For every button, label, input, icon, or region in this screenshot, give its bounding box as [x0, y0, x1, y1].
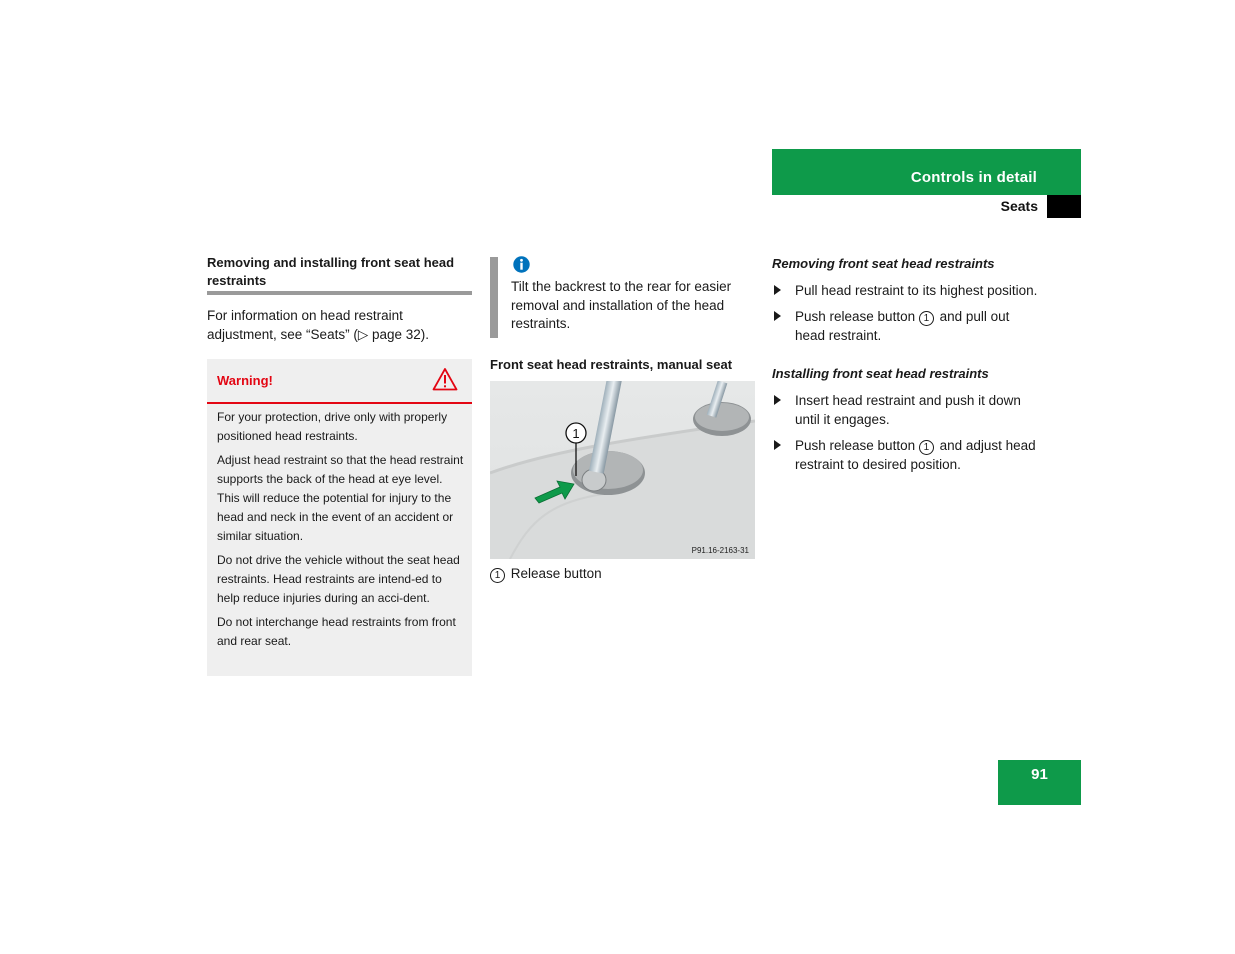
warning-paragraph: Do not drive the vehicle without the seat head restraints. Head restraints are intend-ed to help reduce injuries during an acci-dent.	[217, 553, 460, 605]
head-restraint-illustration	[490, 381, 755, 559]
warning-paragraph: Adjust head restraint so that the head restraint supports the back of the head at eye level. This will reduce the potential for injury to the head and neck in the event of an accident or similar situation.	[217, 453, 464, 543]
info-text: Tilt the backrest to the rear for easier removal and installation of the head restraints.	[511, 279, 732, 331]
procedure-step	[772, 281, 1042, 300]
figure-heading: Front seat head restraints, manual seat	[490, 357, 733, 372]
subsection-title: Seats	[1000, 198, 1038, 214]
warning-title: Warning!	[217, 373, 273, 388]
callout-number: 1	[919, 440, 934, 455]
procedure-column	[772, 254, 1042, 481]
page-number: 91	[1031, 766, 1048, 783]
bullet-arrow-icon	[774, 285, 781, 295]
caption-text: Release button	[510, 566, 602, 581]
step-text: and adjust head restraint to desired position.	[795, 438, 1036, 472]
step-text: Insert head restraint and push it down until it engages.	[795, 393, 1021, 427]
callout-number: 1	[490, 568, 505, 583]
installing-heading: Installing front seat head restraints	[772, 366, 989, 381]
step-text: Push release button	[795, 309, 919, 324]
removing-heading: Removing front seat head restraints	[772, 256, 995, 271]
warning-paragraph: For your protection, drive only with properly positioned head restraints.	[217, 410, 448, 443]
step-text: Push release button	[795, 438, 919, 453]
heading-underline	[207, 291, 472, 295]
column1-paragraph: For information on head restraint adjustment, see “Seats” (▷ page 32).	[207, 308, 429, 342]
subsection-marker	[1047, 195, 1081, 218]
callout-number: 1	[919, 311, 934, 326]
figure-code: P91.16-2163-31	[691, 546, 749, 555]
section-header-bar	[772, 149, 1081, 195]
step-text: and pull out head restraint.	[795, 309, 1010, 343]
info-icon	[513, 256, 530, 273]
warning-body	[217, 408, 467, 656]
page-number-tab	[998, 760, 1081, 805]
info-sidebar	[490, 257, 498, 338]
warning-divider	[207, 402, 472, 404]
procedure-step	[772, 436, 1042, 474]
section-title: Controls in detail	[910, 169, 1037, 186]
warning-triangle-icon	[432, 367, 458, 391]
figure-caption	[490, 565, 755, 583]
bullet-arrow-icon	[774, 440, 781, 450]
column1-heading: Removing and installing front seat head restraints	[207, 255, 455, 288]
procedure-step	[772, 307, 1042, 345]
warning-box	[207, 359, 472, 676]
procedure-step	[772, 391, 1042, 429]
step-text: Pull head restraint to its highest position.	[795, 283, 1038, 298]
warning-paragraph: Do not interchange head restraints from front and rear seat.	[217, 615, 456, 648]
head-restraint-figure	[490, 381, 755, 559]
bullet-arrow-icon	[774, 311, 781, 321]
figure-callout-label: 1	[572, 426, 580, 441]
bullet-arrow-icon	[774, 395, 781, 405]
